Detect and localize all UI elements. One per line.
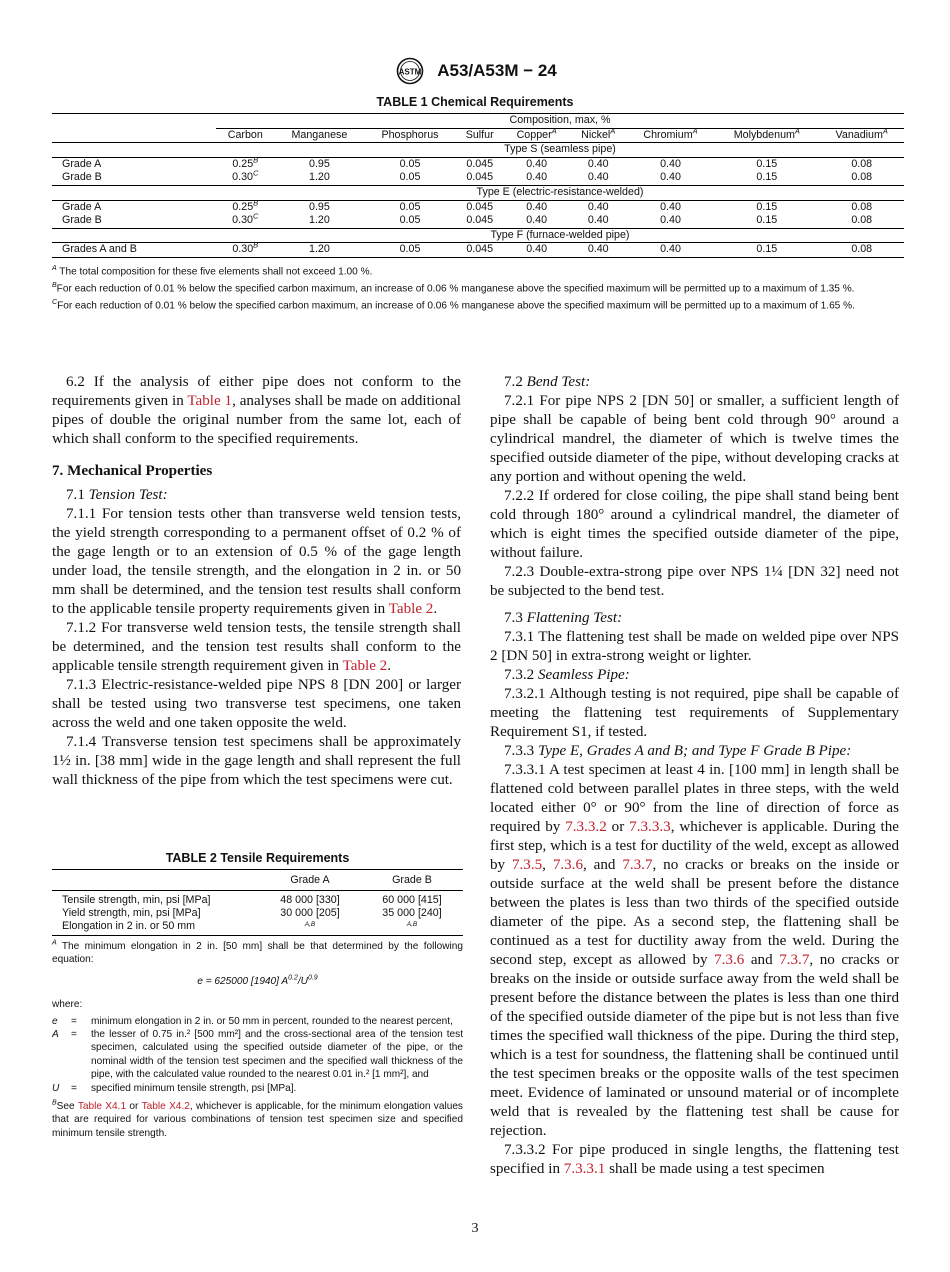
- equation-definitions: [52, 1015, 463, 1095]
- table-row: [52, 214, 904, 228]
- value-cell: 0.40: [570, 214, 627, 228]
- value-cell: 0.045: [466, 200, 494, 213]
- table1-title: TABLE 1 Chemical Requirements: [376, 95, 574, 109]
- carbon-cell: $0.25^B$: [232, 155, 259, 170]
- link-7-3-3-2[interactable]: 7.3.3.2: [565, 819, 607, 835]
- grade-b-value: 35 000 [240]: [382, 907, 442, 919]
- link-7-3-5[interactable]: 7.3.5: [511, 857, 543, 873]
- page-number: 3: [471, 1221, 479, 1236]
- value-cell: 0.08: [819, 243, 904, 258]
- value-cell: 0.08: [819, 171, 904, 185]
- value-cell: 0.40: [627, 214, 714, 228]
- table-row: [52, 157, 904, 171]
- paragraph-7-2-1: 7.2.1 For pipe NPS 2 [DN 50] or smaller, a sufficient length of pipe shall be capable of being bent cold through 90° around a cylindrical mandrel, the diameter of which is twelve times the specified outside diameter of the pipe, without developing cracks at any portion and without opening the weld.: [490, 393, 899, 485]
- value-cell: 0.40: [526, 157, 548, 170]
- value-cell: 0.05: [364, 243, 456, 258]
- value-cell: 1.20: [275, 243, 365, 258]
- value-cell: 0.045: [456, 243, 504, 258]
- paragraph-7-1-4: 7.1.4 Transverse tension test specimens shall be approximately 1½ in. [38 mm] wide in the gage length and shall represent the full wall thickness of the pipe from which the test specimens were cut.: [52, 734, 461, 788]
- table1-footnote: $^A$ The total composition for these five elements shall not exceed 1.00 %.: [52, 265, 373, 278]
- col-header-phosphorus: Phosphorus: [364, 128, 456, 143]
- svg-text:ASTM: ASTM: [398, 67, 422, 77]
- page-header: [0, 57, 950, 85]
- link-7-3-6[interactable]: 7.3.6: [552, 857, 583, 873]
- value-cell: 0.045: [466, 157, 494, 170]
- paragraph-7-1-1: 7.1.1 For tension tests other than transverse weld tension tests, the yield strength corresponding to a permanent offset of 0.2 % of the gage length or to an extension of 0.5 % of the gage length under load, the tensile strength, and the elongation in 2 in. or 50 mm shall be determined, and the tension test results shall conform to the applicable tensile property requirements given in Table 2.: [52, 506, 461, 617]
- value-cell: 0.045: [456, 171, 504, 185]
- section-7-heading: 7. Mechanical Properties: [52, 463, 213, 479]
- value-cell: 0.40: [570, 171, 627, 185]
- col-grade-a: Grade A: [259, 870, 361, 891]
- paragraph-7-3-2-1: 7.3.2.1 Although testing is not required, pipe shall be capable of meeting the flattening test requirements of Supplementary Requirement S1, if tested.: [490, 686, 899, 740]
- link-table-x4-1[interactable]: Table X4.1: [77, 1101, 127, 1113]
- table-row: [52, 243, 904, 258]
- row-label: Grade A: [62, 200, 102, 213]
- value-cell: 0.05: [399, 200, 421, 213]
- elongation-equation: e = 625000 [1940] $A^{0.2}/U^{0.9}$: [197, 974, 318, 987]
- value-cell: 0.40: [627, 171, 714, 185]
- value-cell: 0.95: [309, 157, 330, 170]
- table-row: [52, 920, 463, 936]
- table-row: [52, 171, 904, 185]
- value-cell: 0.40: [587, 157, 609, 170]
- col-header-manganese: Manganese: [275, 128, 365, 143]
- col-header-chromium: Chromium$^A$: [627, 128, 714, 143]
- grade-a-value: A,B: [259, 920, 361, 936]
- row-label: Grade A: [62, 157, 102, 170]
- value-cell: 0.40: [504, 243, 570, 258]
- row-label: Yield strength, min, psi [MPa]: [62, 907, 201, 919]
- paragraph-7-3: 7.3 Flattening Test:: [504, 610, 623, 626]
- value-cell: 0.40: [504, 214, 570, 228]
- col-grade-b: Grade B: [361, 870, 463, 891]
- value-cell: 0.40: [660, 200, 681, 213]
- type-group-header: Type F (furnace-welded pipe): [52, 228, 904, 243]
- col-header-sulfur: Sulfur: [456, 128, 504, 143]
- link-table-x4-2[interactable]: Table X4.2: [141, 1101, 190, 1113]
- value-cell: 0.15: [756, 200, 778, 213]
- value-cell: 0.40: [526, 200, 548, 213]
- paragraph-6-2: 6.2 If the analysis of either pipe does not conform to the requirements given in Table 1, analyses shall be made on additional pipes of double the original number from the same lot, each of which shall conform to the specified requirements.: [52, 374, 461, 447]
- paragraph-7-2-3: 7.2.3 Double-extra-strong pipe over NPS 1¼ [DN 32] need not be subjected to the bend test.: [490, 564, 899, 599]
- value-cell: 0.15: [756, 157, 778, 170]
- value-cell: 0.05: [364, 171, 456, 185]
- paragraph-7-1: 7.1 Tension Test:: [66, 487, 168, 503]
- value-cell: 1.20: [275, 171, 365, 185]
- chemical-requirements-table: [52, 113, 904, 258]
- row-label: Elongation in 2 in. or 50 mm: [52, 920, 259, 936]
- value-cell: 0.40: [627, 243, 714, 258]
- link-table-2[interactable]: Table 2: [342, 658, 388, 674]
- link-7-3-3-1[interactable]: 7.3.3.1: [563, 1161, 606, 1177]
- value-cell: 0.045: [456, 214, 504, 228]
- carbon-cell: $0.30^C$: [216, 214, 275, 228]
- col-header-carbon: Carbon: [216, 128, 275, 143]
- value-cell: 0.95: [309, 200, 330, 213]
- link-7-3-7[interactable]: 7.3.7: [779, 952, 810, 968]
- composition-header: Composition, max, %: [216, 114, 904, 129]
- value-cell: 0.15: [714, 243, 819, 258]
- chemical-table-body: [52, 143, 904, 258]
- carbon-cell: $0.25^B$: [232, 198, 259, 213]
- table1-footnote: $^C$For each reduction of 0.01 % below the specified carbon maximum, an increase of 0.06 % manganese above the specified maximum will be permitted up to a maximum of 1.65 %.: [52, 298, 855, 312]
- link-table-1[interactable]: Table 1: [187, 393, 233, 409]
- value-cell: 0.40: [570, 243, 627, 258]
- astm-logo: [393, 57, 427, 85]
- table2-note-b: $^B$See Table X4.1 or Table X4.2, whichever is applicable, for the minimum elongation values that are required for various combinations of tension test specimen size and specified minimum tensile strength.: [52, 1099, 463, 1139]
- row-label: Grade B: [52, 214, 216, 228]
- table2-footnotes: [52, 940, 463, 1140]
- grade-b-value: A,B: [361, 920, 463, 936]
- value-cell: 0.40: [587, 200, 609, 213]
- paragraph-7-3-3-2: 7.3.3.2 For pipe produced in single lengths, the flattening test specified in 7.3.3.1 shall be made using a test specimen: [490, 1142, 899, 1177]
- value-cell: 0.40: [660, 157, 681, 170]
- definition-item: A = the lesser of 0.75 in.² [500 mm²] and the cross-sectional area of the tension test specimen, calculated using the specified outside diameter of the pipe, or the nominal width of the tension test specimen and the specified wall thickness of the pipe, with the calculated value rounded to the nearest 0.01 in.² [1 mm²], and: [52, 1029, 463, 1081]
- col-header-vanadium: Vanadium$^A$: [819, 128, 904, 143]
- tensile-requirements-table: [52, 869, 463, 936]
- value-cell: 0.08: [851, 200, 873, 213]
- grade-b-value: 60 000 [415]: [382, 894, 442, 906]
- col-header-copper: Copper$^A$: [504, 128, 570, 143]
- carbon-cell: $0.30^B$: [216, 243, 275, 258]
- table1-footnotes: [52, 262, 904, 313]
- definition-item: e = minimum elongation in 2 in. or 50 mm in percent, rounded to the nearest percent,: [52, 1015, 453, 1027]
- value-cell: 0.40: [504, 171, 570, 185]
- link-7-3-7[interactable]: 7.3.7: [622, 857, 653, 873]
- value-cell: 0.08: [851, 157, 873, 170]
- type-group-header: Type E (electric-resistance-welded): [52, 185, 904, 200]
- right-column: [490, 373, 899, 1179]
- col-header-molybdenum: Molybdenum$^A$: [714, 128, 819, 143]
- grade-a-value: 48 000 [330]: [280, 894, 340, 906]
- carbon-cell: $0.30^C$: [216, 171, 275, 185]
- link-table-2[interactable]: Table 2: [388, 601, 434, 617]
- tensile-table-body: [52, 891, 463, 936]
- standard-designation: A53/A53M − 24: [437, 61, 557, 80]
- table-row: [52, 907, 463, 920]
- row-label: Grades A and B: [52, 243, 216, 258]
- paragraph-7-2: 7.2 Bend Test:: [504, 374, 591, 390]
- table-row: [52, 200, 904, 214]
- row-label: Grade B: [52, 171, 216, 185]
- paragraph-7-1-3: 7.1.3 Electric-resistance-welded pipe NPS 8 [DN 200] or larger shall be tested using two transverse test specimens, one taken across the weld and one taken opposite the weld.: [52, 677, 461, 731]
- type-group-header: Type S (seamless pipe): [52, 143, 904, 158]
- paragraph-7-3-3: 7.3.3 Type E, Grades A and B; and Type F Grade B Pipe:: [504, 743, 852, 759]
- definition-item: U = specified minimum tensile strength, psi [MPa].: [52, 1082, 297, 1094]
- table1-footnote: $^B$For each reduction of 0.01 % below the specified carbon maximum, an increase of 0.06 % manganese above the specified maximum will be permitted up to a maximum of 1.35 %.: [52, 281, 855, 295]
- paragraph-7-3-1: 7.3.1 The flattening test shall be made on welded pipe over NPS 2 [DN 50] in extra-strong weight or lighter.: [490, 629, 899, 664]
- link-7-3-6[interactable]: 7.3.6: [714, 952, 745, 968]
- value-cell: 1.20: [275, 214, 365, 228]
- paragraph-7-3-2: 7.3.2 Seamless Pipe:: [504, 667, 630, 683]
- left-column: [52, 373, 461, 790]
- value-cell: 0.08: [819, 214, 904, 228]
- link-7-3-3-3[interactable]: 7.3.3.3: [629, 819, 671, 835]
- table-row: [52, 891, 463, 908]
- where-label: where:: [52, 999, 83, 1011]
- paragraph-7-3-3-1: 7.3.3.1 A test specimen at least 4 in. [100 mm] in length shall be flattened cold between parallel plates in three steps, with the weld located either 0° or 90° from the line of direction of force as required by 7.3.3.2 or 7.3.3.3, whichever is applicable. During the first step, which is a test for ductility of the weld, except as allowed by 7.3.5, 7.3.6, and 7.3.7, no cracks or breaks on the inside or outside surface at the weld shall be present before the distance between the plates is less than two thirds of the specified outside diameter of the pipe. As a second step, the flattening shall be continued as a test for ductility away from the weld. During the second step, except as allowed by 7.3.6 and 7.3.7, no cracks or breaks on the inside or outside surface away from the weld shall be present before the distance between the plates is less than one third of the specified outside diameter of the pipe but is not less than five times the specified wall thickness of the pipe. During the third step, which is a test for soundness, the flattening shall be continued until the test specimen breaks or the opposite walls of the test specimen meet. Evidence of laminated or unsound material or of incomplete weld that is revealed by the flattening test shall be cause for rejection.: [490, 762, 899, 1139]
- table2-note-a: $^A$ The minimum elongation in 2 in. [50 mm] shall be that determined by the following equation:: [52, 939, 463, 966]
- grade-a-value: 30 000 [205]: [280, 907, 340, 919]
- value-cell: 0.15: [714, 171, 819, 185]
- value-cell: 0.05: [364, 214, 456, 228]
- paragraph-7-2-2: 7.2.2 If ordered for close coiling, the pipe shall stand being bent cold through 180° around a cylindrical mandrel, the diameter of which is eight times the specified outside diameter of the pipe, without failure.: [490, 488, 899, 561]
- col-header-nickel: Nickel$^A$: [570, 128, 627, 143]
- paragraph-7-1-2: 7.1.2 For transverse weld tension tests, the tensile strength shall be determined, and the tension test results shall conform to the applicable tensile strength requirement given in Table 2.: [52, 620, 461, 674]
- value-cell: 0.15: [714, 214, 819, 228]
- table2-title: TABLE 2 Tensile Requirements: [165, 851, 350, 865]
- row-label: Tensile strength, min, psi [MPa]: [62, 894, 211, 906]
- value-cell: 0.05: [399, 157, 421, 170]
